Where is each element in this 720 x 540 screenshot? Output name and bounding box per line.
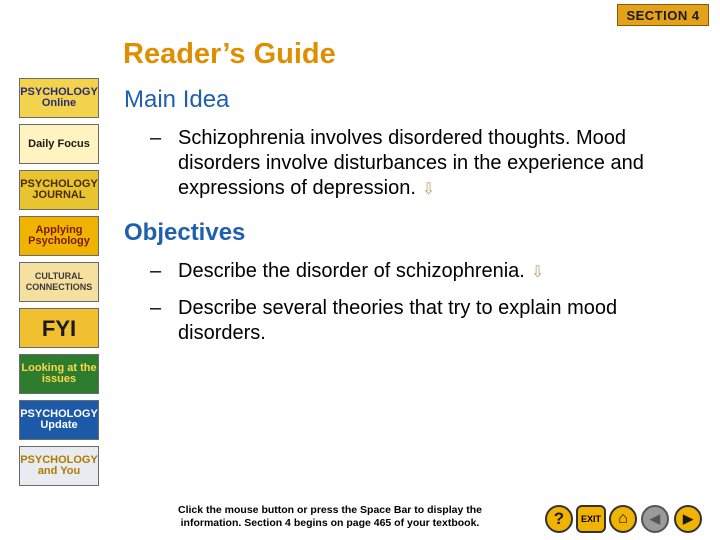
home-button[interactable] <box>609 505 637 533</box>
sidebar-item-psychology-journal[interactable] <box>19 170 99 210</box>
sidebar-item-cultural-connections[interactable] <box>19 262 99 302</box>
home-icon: ⌂ <box>618 510 628 527</box>
sidebar-item-looking-at-the-issues[interactable] <box>19 354 99 394</box>
sidebar-item-label: PSYCHOLOGY and You <box>20 454 98 477</box>
sidebar-item-label: PSYCHOLOGY Online <box>20 86 98 109</box>
help-button[interactable] <box>545 505 573 533</box>
back-arrow-icon: ◀ <box>650 511 660 526</box>
main-idea-bullet <box>150 126 670 202</box>
exit-label: EXIT <box>580 514 601 524</box>
bullet-text <box>178 126 668 202</box>
exit-button[interactable] <box>576 505 606 533</box>
sidebar-item-applying-psychology[interactable] <box>19 216 99 256</box>
bullet-text-content: Schizophrenia involves disordered thoughts. Mood disorders involve disturbances in the experience and expressions of depression. <box>178 127 644 199</box>
bullet-text <box>178 259 668 285</box>
sidebar-item-psychology-online[interactable] <box>19 78 99 118</box>
next-button[interactable] <box>674 505 702 533</box>
bullet-text: Describe several theories that try to explain mood disorders. <box>178 297 618 344</box>
help-icon: ? <box>553 509 565 528</box>
sidebar-item-label: CULTURAL CONNECTIONS <box>25 271 93 292</box>
sidebar-item-label: Looking at the issues <box>21 362 97 385</box>
main-idea-heading: Main Idea <box>124 86 230 113</box>
back-button[interactable] <box>641 505 669 533</box>
page-title: Reader’s Guide <box>123 38 336 70</box>
sidebar-item-label: Applying Psychology <box>28 224 90 247</box>
sidebar-item-label: PSYCHOLOGY Update <box>20 408 98 431</box>
sidebar-item-psychology-and-you[interactable] <box>19 446 99 486</box>
sidebar-item-fyi[interactable] <box>19 308 99 348</box>
bullet-text-content: Describe the disorder of schizophrenia. <box>178 260 525 282</box>
objectives-heading: Objectives <box>124 219 246 246</box>
footer-instructions <box>150 504 510 530</box>
sidebar-item-label: Daily Focus <box>28 137 90 150</box>
sidebar-item-daily-focus[interactable] <box>19 124 99 164</box>
objectives-bullet <box>150 259 670 285</box>
sidebar-item-label: PSYCHOLOGY JOURNAL <box>20 178 98 201</box>
footer-line: information. Section 4 begins on page 465 of your textbook. <box>180 517 480 529</box>
bullet-dash: – <box>150 297 162 319</box>
objectives-bullet <box>150 296 670 348</box>
arrow-down-icon: ⇩ <box>421 181 436 198</box>
sidebar-item-label: FYI <box>41 315 77 341</box>
arrow-down-icon: ⇩ <box>530 264 545 281</box>
next-arrow-icon: ▶ <box>683 511 693 526</box>
bullet-dash: – <box>150 127 162 149</box>
sidebar-item-psychology-update[interactable] <box>19 400 99 440</box>
footer-line: Click the mouse button or press the Space Bar to display the <box>178 504 482 516</box>
bullet-dash: – <box>150 260 162 282</box>
section-badge: SECTION 4 <box>617 4 709 26</box>
